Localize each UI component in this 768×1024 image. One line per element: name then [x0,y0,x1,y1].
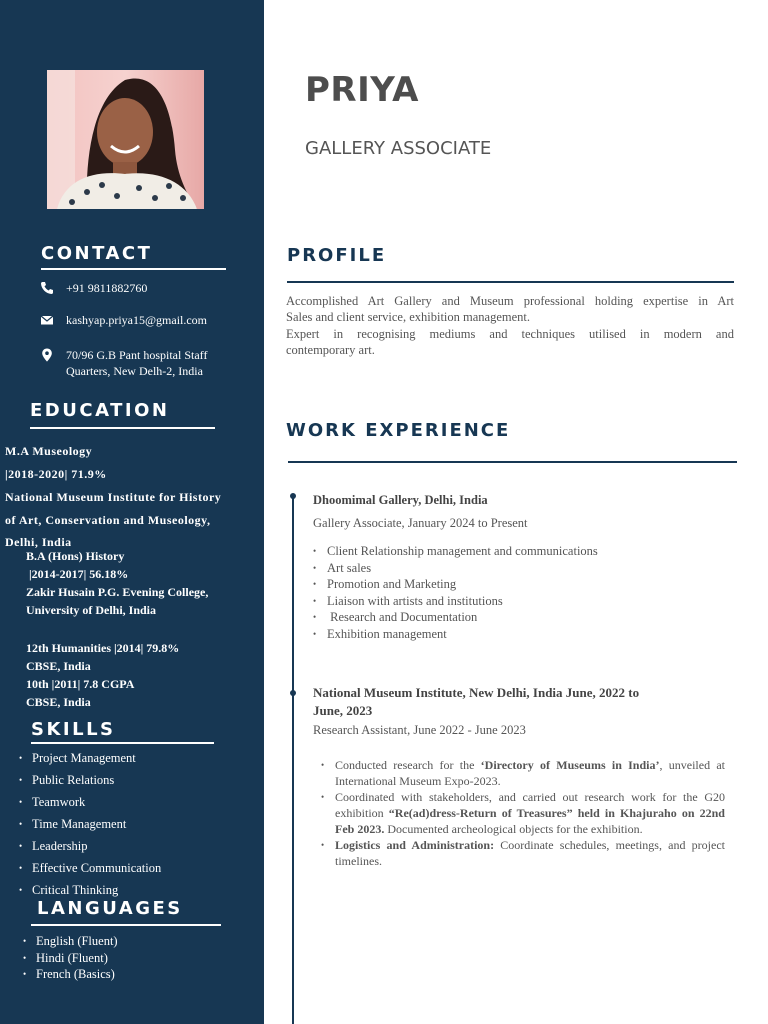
education-divider [30,427,215,429]
ba-college-line-1: Zakir Husain P.G. Evening College, [26,585,209,599]
school-10-line: 10th |2011| 7.8 CGPA [26,677,135,691]
candidate-title: GALLERY ASSOCIATE [305,138,492,159]
job1-duty: • Liaison with artists and institutions [313,593,598,610]
profile-heading: PROFILE [287,245,387,266]
candidate-name: PRIYA [305,70,419,110]
school-12-board: CBSE, India [26,659,91,673]
contact-divider [41,268,226,270]
job2-duties [321,757,725,869]
ma-institute-line-3: Delhi, India [5,535,72,549]
contact-heading: CONTACT [41,243,153,264]
work-experience-divider [288,461,737,463]
work-experience-heading: WORK EXPERIENCE [286,420,511,441]
skill-item: • Project Management [19,749,161,771]
job2-duty [321,789,725,837]
timeline-line [292,496,294,1024]
education-ma [5,440,264,552]
job2-duty3-rest: Coordinate schedules, meetings, and project timelines. [335,838,725,868]
profile-photo [47,70,204,209]
profile-line-4: contemporary art. [286,343,375,357]
skill-item: • Effective Communication [19,859,161,881]
contact-phone-row [40,280,147,296]
timeline-dot [290,493,296,499]
sidebar [0,0,264,1024]
ba-college-line-2: University of Delhi, India [26,603,157,617]
skill-item: • Time Management [19,815,161,837]
job2-duty2-rest: Documented archeological objects for the exhibition. [384,822,643,836]
languages-divider [31,924,221,926]
job2-duty [321,757,725,789]
phone-icon [40,281,54,295]
skill-item: • Public Relations [19,771,161,793]
job1-duties [313,543,598,643]
job1-duty: • Client Relationship management and communications [313,543,598,560]
language-item: • English (Fluent) [23,933,118,950]
education-ba [26,547,256,619]
email-text: kashyap.priya15@gmail.com [66,313,208,327]
ma-institute-line-2: of Art, Conservation and Museology, [5,513,211,527]
job1-duty: • Exhibition management [313,626,598,643]
school-12-line: 12th Humanities |2014| 79.8% [26,641,180,655]
contact-email-row [40,312,207,328]
job2-duty1-rest: , unveiled at International Museum Expo-2023. [335,758,726,788]
language-item: • French (Basics) [23,966,118,983]
job2-role: Research Assistant, June 2022 - June 2023 [313,723,526,737]
job1-duty: • Research and Documentation [313,609,598,626]
skills-heading: SKILLS [31,719,116,740]
education-school [26,639,256,711]
profile-divider [287,281,734,283]
job1-duty: • Art sales [313,560,598,577]
timeline-dot [290,690,296,696]
ma-degree: M.A Museology [5,444,93,458]
skill-item: • Teamwork [19,793,161,815]
phone-text: +91 9811882760 [66,281,148,295]
languages-list [23,933,118,983]
skills-divider [31,742,214,744]
skill-item: • Leadership [19,837,161,859]
language-item: • Hindi (Fluent) [23,950,118,967]
profile-line-1: Accomplished Art Gallery and Museum professional holding expertise in Art [286,294,734,308]
ba-degree: B.A (Hons) History [26,549,125,563]
languages-heading: LANGUAGES [37,898,183,919]
mail-icon [40,313,54,327]
job2-duty [321,837,725,869]
ba-years: |2014-2017| 56.18% [26,567,129,581]
job2-duty2-text: Coordinated with stakeholders, and carried out research work for the G20 exhibition [335,790,725,820]
address-line-2: Quarters, New Delh-2, India [66,364,203,378]
job2-duty1-text: Conducted research for the [335,758,481,772]
profile-line-3: Expert in recognising mediums and techniques utilised in modern and [286,327,734,341]
job2-duty1-bold: ‘Directory of Museums in India’ [480,758,660,772]
job2-company-line-1: National Museum Institute, New Delhi, India June, 2022 to [313,685,640,700]
job1-role: Gallery Associate, January 2024 to Present [313,516,528,530]
job2-company-line-2: June, 2023 [313,703,373,718]
school-10-board: CBSE, India [26,695,91,709]
ma-years: |2018-2020| 71.9% [5,467,107,481]
profile-line-2: Sales and client service, exhibition management. [286,310,531,324]
job2-duty2-bold: “Re(ad)dress-Return of Treasures” held in Khajuraho on 22nd Feb 2023. [335,806,725,836]
job2-duty3-bold: Logistics and Administration: [335,838,495,852]
skill-item: • Critical Thinking [19,881,161,903]
job1-company: Dhoomimal Gallery, Delhi, India [313,493,488,507]
contact-address-row [40,347,207,379]
job1-duty: • Promotion and Marketing [313,576,598,593]
skills-list [19,749,161,903]
job2-company [313,684,639,720]
ma-institute-line-1: National Museum Institute for History [5,490,222,504]
address-line-1: 70/96 G.B Pant hospital Staff [66,348,208,362]
education-heading: EDUCATION [30,400,170,421]
location-pin-icon [40,348,54,362]
